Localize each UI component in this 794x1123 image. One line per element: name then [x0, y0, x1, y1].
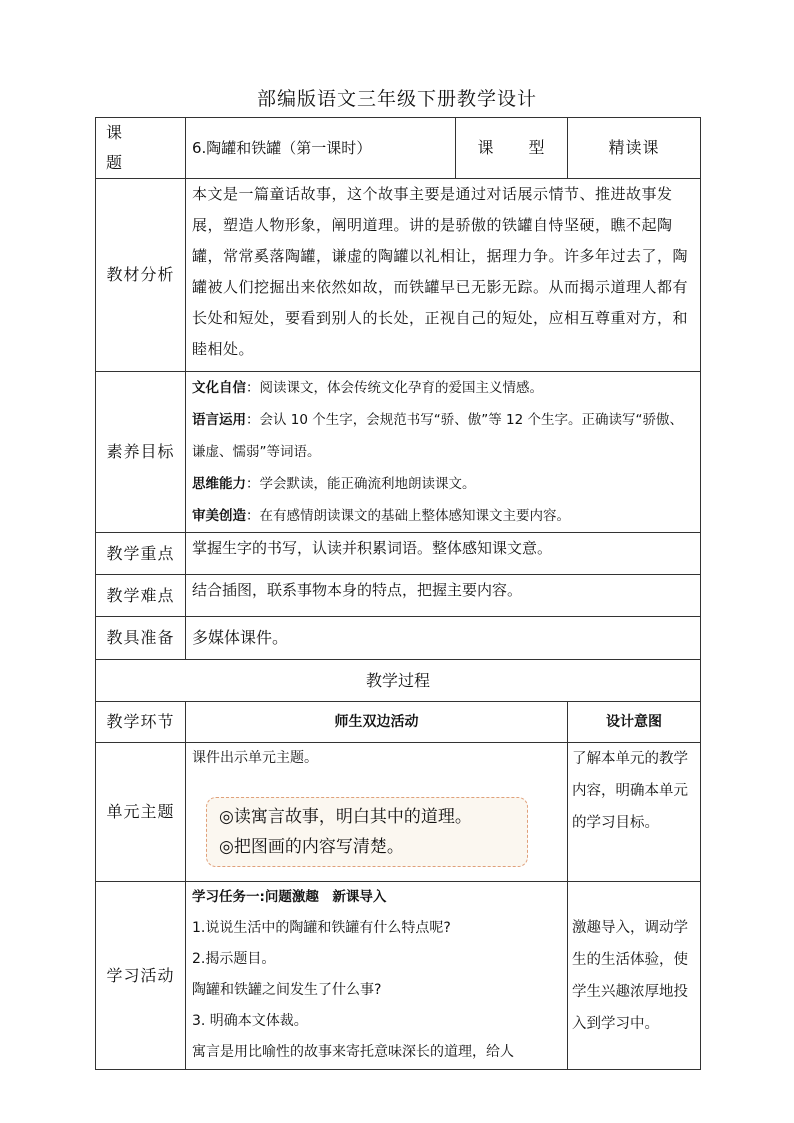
- activity-line: 2.揭示题目。: [192, 951, 276, 967]
- activity-line: 3. 明确本文体裁。: [192, 1013, 308, 1029]
- lesson-label: 课 题: [96, 118, 186, 179]
- lesson-plan-table: [95, 117, 701, 1070]
- learning-activity-intent: 激趣导入，调动学生的生活体验，使学生兴趣浓厚地投入到学习中。: [568, 882, 701, 1070]
- unit-theme-content: [186, 743, 568, 882]
- process-title: 教学过程: [96, 660, 701, 702]
- learning-activity-row: [96, 882, 701, 1070]
- process-title-row: [96, 660, 701, 702]
- unit-theme-box: [206, 797, 528, 867]
- analysis-row: [96, 179, 701, 372]
- learning-activity-content: [186, 882, 568, 1070]
- key-points-row: [96, 533, 701, 575]
- theme-line: ◎把图画的内容写清楚。: [219, 837, 404, 857]
- tools-text: 多媒体课件。: [186, 617, 701, 660]
- goals-label: 素养目标: [96, 372, 186, 533]
- theme-line: ◎读寓言故事，明白其中的道理。: [219, 807, 472, 827]
- goal-item: 思维能力：学会默读，能正确流利地朗读课文。: [192, 476, 476, 492]
- task-title: 学习任务一:问题激趣 新课导入: [192, 889, 387, 905]
- unit-theme-label: 单元主题: [96, 743, 186, 882]
- lesson-value: 6.陶罐和铁罐（第一课时）: [186, 118, 456, 179]
- lesson-row: [96, 118, 701, 179]
- goal-item: 文化自信：阅读课文，体会传统文化孕育的爱国主义情感。: [192, 380, 543, 396]
- activity-line: 陶罐和铁罐之间发生了什么事?: [192, 982, 382, 998]
- col-stage-header: 教学环节: [96, 702, 186, 743]
- goals-content: [186, 372, 701, 533]
- difficulties-row: [96, 575, 701, 617]
- col-activity-header: 师生双边活动: [186, 702, 568, 743]
- analysis-label: 教材分析: [96, 179, 186, 372]
- activity-line: 寓言是用比喻性的故事来寄托意味深长的道理，给人: [192, 1044, 514, 1060]
- unit-theme-intro: 课件出示单元主题。: [192, 750, 318, 766]
- tools-row: [96, 617, 701, 660]
- process-header-row: [96, 702, 701, 743]
- goals-row: [96, 372, 701, 533]
- type-value: 精读课: [568, 118, 701, 179]
- tools-label: 教具准备: [96, 617, 186, 660]
- learning-activity-label: 学习活动: [96, 882, 186, 1070]
- unit-theme-row: [96, 743, 701, 882]
- unit-theme-intent: 了解本单元的教学内容，明确本单元的学习目标。: [568, 743, 701, 882]
- type-label: 课 型: [456, 118, 568, 179]
- goal-item: 审美创造：在有感情朗读课文的基础上整体感知课文主要内容。: [192, 508, 570, 524]
- key-points-label: 教学重点: [96, 533, 186, 575]
- goal-item: 语言运用：会认 10 个生字，会规范书写“骄、傲”等 12 个生字。正确读写“骄傲、谦虚、懦弱”等词语。: [192, 412, 684, 460]
- analysis-text: 本文是一篇童话故事，这个故事主要是通过对话展示情节、推进故事发展，塑造人物形象，阐明道理。讲的是骄傲的铁罐自恃坚硬，瞧不起陶罐，常常奚落陶罐，谦虚的陶罐以礼相让，据理力争。许多年过去了，陶罐被人们挖掘出来依然如故，而铁罐早已无影无踪。从而揭示道理人都有长处和短处，要看到别人的长处，正视自己的短处，应相互尊重对方，和睦相处。: [186, 179, 701, 372]
- difficulties-label: 教学难点: [96, 575, 186, 617]
- col-intent-header: 设计意图: [568, 702, 701, 743]
- activity-line: 1.说说生活中的陶罐和铁罐有什么特点呢?: [192, 920, 451, 936]
- difficulties-text: 结合插图，联系事物本身的特点，把握主要内容。: [186, 575, 701, 617]
- key-points-text: 掌握生字的书写，认读并积累词语。整体感知课文意。: [186, 533, 701, 575]
- document-title: 部编版语文三年级下册教学设计: [256, 88, 537, 110]
